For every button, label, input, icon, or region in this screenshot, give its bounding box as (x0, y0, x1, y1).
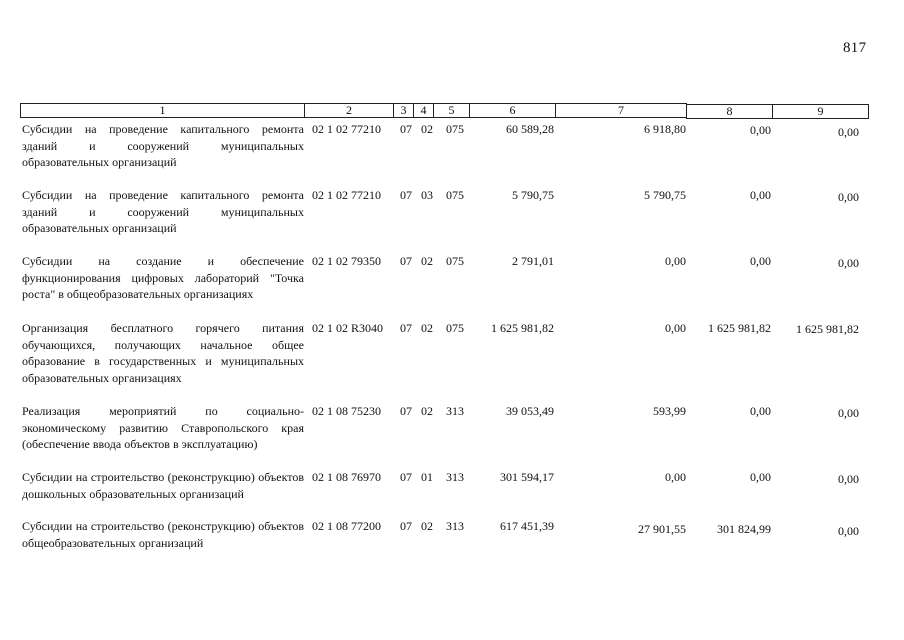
row-amount-8: 0,00 (750, 123, 771, 137)
row-section: 07 (400, 404, 412, 418)
row-expense-type: 313 (446, 404, 464, 418)
row-amount-6: 39 053,49 (506, 404, 554, 418)
row-expense-type: 075 (446, 122, 464, 136)
row-amount-9: 0,00 (838, 125, 859, 139)
header-col-1: 1 (20, 104, 304, 117)
header-col-7: 7 (555, 104, 687, 117)
row-name: Организация бесплатного горячего питания обучающихся, получающих начальное общее образование в государственных и муниципальных образовательных организациях (22, 321, 304, 385)
row-amount-9: 0,00 (838, 190, 859, 204)
row-amount-8: 0,00 (750, 470, 771, 484)
row-name: Субсидии на проведение капитального ремонта зданий и сооружений муниципальных образовательных организаций (22, 122, 304, 169)
row-amount-8: 1 625 981,82 (708, 321, 771, 335)
row-amount-8: 0,00 (750, 404, 771, 418)
row-expense-type: 075 (446, 188, 464, 202)
row-code: 02 1 02 77210 (312, 122, 381, 136)
header-col-4: 4 (413, 104, 433, 117)
row-code: 02 1 02 79350 (312, 254, 381, 268)
row-subsection: 02 (421, 321, 433, 335)
row-amount-6: 60 589,28 (506, 122, 554, 136)
row-section: 07 (400, 254, 412, 268)
row-amount-8: 0,00 (750, 188, 771, 202)
row-name: Реализация мероприятий по социально-экономическому развитию Ставропольского края (обеспечение ввода объектов в эксплуатацию) (22, 404, 304, 451)
row-section: 07 (400, 122, 412, 136)
row-code: 02 1 08 76970 (312, 470, 381, 484)
header-col-8: 8 (686, 105, 772, 118)
row-code: 02 1 02 R3040 (312, 321, 384, 335)
row-amount-9: 0,00 (838, 524, 859, 538)
row-section: 07 (400, 519, 412, 533)
row-amount-7: 6 918,80 (644, 122, 686, 136)
row-amount-6: 2 791,01 (512, 254, 554, 268)
row-expense-type: 313 (446, 519, 464, 533)
row-amount-6: 617 451,39 (500, 519, 554, 533)
row-amount-8: 301 824,99 (717, 522, 771, 536)
row-amount-9: 1 625 981,82 (796, 322, 859, 336)
table-header (20, 103, 687, 118)
header-col-9: 9 (772, 105, 869, 118)
table-header-right (686, 104, 869, 119)
row-amount-9: 0,00 (838, 472, 859, 486)
row-amount-9: 0,00 (838, 256, 859, 270)
row-amount-9: 0,00 (838, 406, 859, 420)
header-col-2: 2 (304, 104, 393, 117)
row-subsection: 01 (421, 470, 433, 484)
page-number: 817 (843, 40, 867, 56)
header-col-5: 5 (433, 104, 469, 117)
header-col-3: 3 (393, 104, 413, 117)
row-section: 07 (400, 321, 412, 335)
row-amount-7: 27 901,55 (638, 522, 686, 536)
row-subsection: 02 (421, 122, 433, 136)
row-amount-8: 0,00 (750, 254, 771, 268)
row-name: Субсидии на строительство (реконструкцию) объектов дошкольных образовательных организаций (22, 470, 304, 501)
row-subsection: 02 (421, 404, 433, 418)
row-subsection: 02 (421, 254, 433, 268)
row-name: Субсидии на проведение капитального ремонта зданий и сооружений муниципальных образовательных организаций (22, 188, 304, 235)
row-name: Субсидии на создание и обеспечение функционирования цифровых лабораторий "Точка роста" в общеобразовательных организациях (22, 254, 304, 301)
row-code: 02 1 08 77200 (312, 519, 381, 533)
row-section: 07 (400, 188, 412, 202)
header-col-6: 6 (469, 104, 555, 117)
row-name: Субсидии на строительство (реконструкцию) объектов общеобразовательных организаций (22, 519, 304, 550)
row-amount-7: 593,99 (653, 404, 686, 418)
row-amount-7: 0,00 (665, 321, 686, 335)
row-code: 02 1 02 77210 (312, 188, 381, 202)
row-code: 02 1 08 75230 (312, 404, 381, 418)
row-subsection: 02 (421, 519, 433, 533)
row-amount-7: 5 790,75 (644, 188, 686, 202)
row-amount-7: 0,00 (665, 254, 686, 268)
row-amount-6: 1 625 981,82 (491, 321, 554, 335)
row-subsection: 03 (421, 188, 433, 202)
row-amount-7: 0,00 (665, 470, 686, 484)
row-expense-type: 075 (446, 321, 464, 335)
row-expense-type: 313 (446, 470, 464, 484)
row-amount-6: 301 594,17 (500, 470, 554, 484)
row-amount-6: 5 790,75 (512, 188, 554, 202)
row-expense-type: 075 (446, 254, 464, 268)
row-section: 07 (400, 470, 412, 484)
